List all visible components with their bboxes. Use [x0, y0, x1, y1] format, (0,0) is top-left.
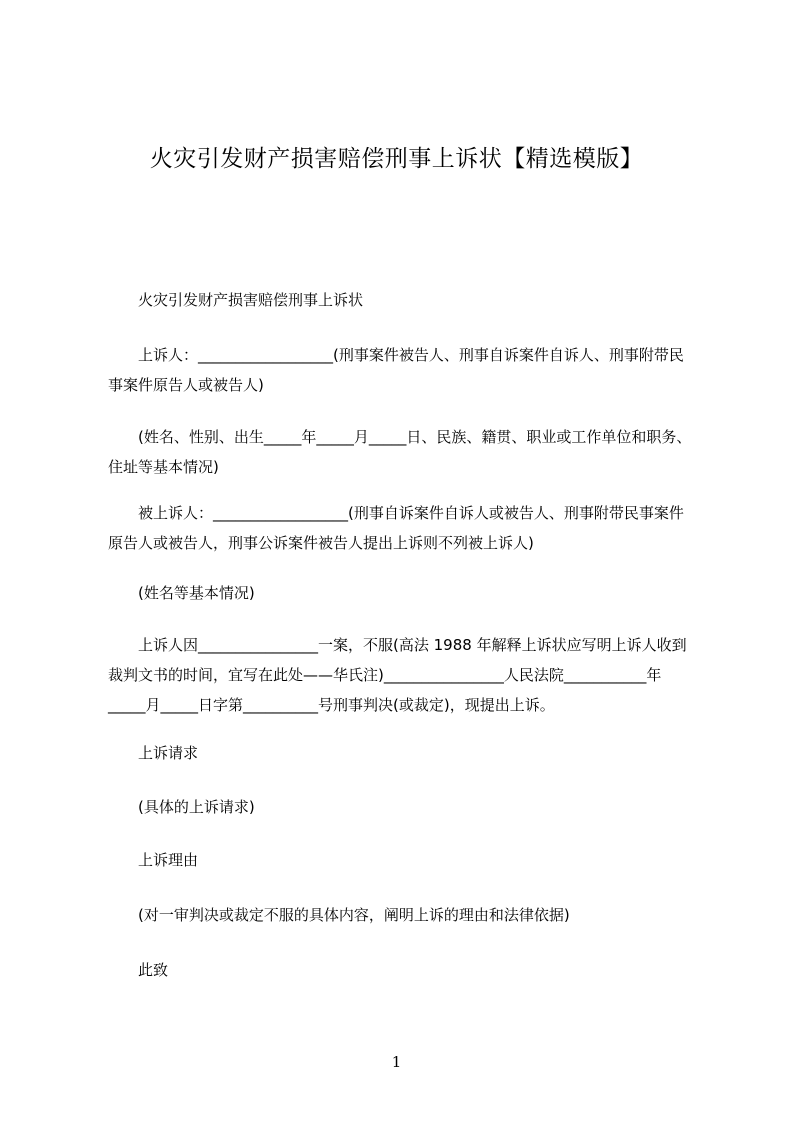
- appellee-info-text: (姓名等基本情况): [138, 584, 255, 602]
- reason-heading: [108, 845, 698, 875]
- appellee-text: 被上诉人：__________________(刑事自诉案件自诉人或被告人、刑事附带民事案件原告人或被告人，刑事公诉案件被告人提出上诉则不列被上诉人): [108, 504, 684, 552]
- appellant-text: 上诉人：__________________(刑事案件被告人、刑事自诉案件自诉人、刑事附带民事案件原告人或被告人): [108, 346, 684, 394]
- request-body-text: (具体的上诉请求): [138, 798, 255, 816]
- cause-text: 上诉人因________________一案，不服(高法 1988 年解释上诉状应写明上诉人收到裁判文书的时间，宜写在此处——华氏注)________________人民法院___________年_____月_____日字第__________号刑事判决(或裁定)，现提出上诉。: [108, 636, 687, 714]
- reason-body-text: (对一审判决或裁定不服的具体内容，阐明上诉的理由和法律依据): [138, 906, 570, 924]
- appellant-paragraph: [108, 340, 698, 400]
- page-title: 火灾引发财产损害赔偿刑事上诉状【精选模版】: [149, 146, 644, 172]
- cause-paragraph: [108, 630, 698, 720]
- closing: [108, 955, 698, 985]
- appellee-info-paragraph: [108, 578, 698, 608]
- appellant-info-text: (姓名、性别、出生_____年_____月_____日、民族、籍贯、职业或工作单位和职务、住址等基本情况): [108, 428, 692, 476]
- appellant-info-paragraph: [108, 422, 698, 482]
- request-body: [108, 792, 698, 822]
- reason-body: [108, 900, 698, 930]
- reason-heading-text: 上诉理由: [138, 851, 199, 869]
- page-number: 1: [391, 1053, 402, 1071]
- subtitle: [108, 285, 698, 315]
- request-heading: [108, 738, 698, 768]
- request-heading-text: 上诉请求: [138, 744, 199, 762]
- appellee-paragraph: [108, 498, 698, 558]
- subtitle-text: 火灾引发财产损害赔偿刑事上诉状: [138, 291, 364, 309]
- closing-text: 此致: [138, 961, 169, 979]
